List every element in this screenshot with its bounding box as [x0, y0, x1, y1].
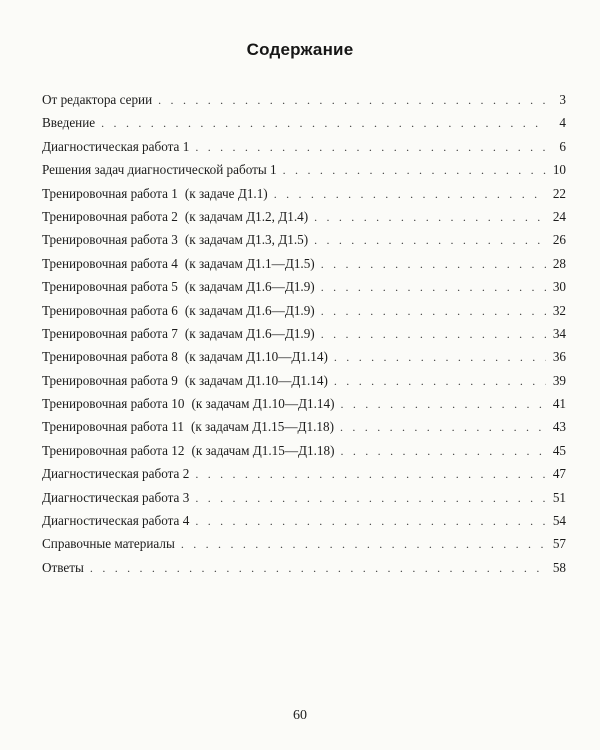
toc-entry-page: 54 — [552, 513, 566, 529]
toc-entry-page: 51 — [552, 489, 566, 505]
toc-entry[interactable] — [42, 158, 566, 181]
toc-entry-title: Тренировочная работа 12 — [42, 442, 185, 458]
toc-entry-title: Диагностическая работа 3 — [42, 489, 190, 505]
toc-entry-label — [42, 182, 268, 205]
toc-entry-ref: (к задаче Д1.1) — [184, 185, 268, 201]
dot-leader — [195, 487, 546, 510]
page-title: Содержание — [246, 40, 354, 59]
toc-entry-page: 6 — [559, 138, 566, 154]
toc-entry-page: 28 — [552, 255, 566, 271]
dot-leader — [274, 183, 546, 206]
dot-leader — [340, 393, 546, 416]
toc-entry-page: 45 — [552, 442, 566, 458]
dot-leader — [340, 416, 546, 439]
toc-entry-label — [42, 486, 189, 509]
toc-entry-title: Тренировочная работа 2 — [42, 208, 178, 224]
toc-entry-label — [42, 462, 189, 485]
toc-entry-label — [42, 322, 315, 345]
toc-entry-page: 4 — [559, 115, 566, 131]
toc-entry-label — [42, 369, 328, 392]
toc-entry[interactable] — [42, 205, 566, 228]
toc-entry-title: Справочные материалы — [42, 536, 175, 552]
toc-entry[interactable] — [42, 111, 566, 134]
toc-entry-title: Тренировочная работа 3 — [42, 232, 178, 248]
toc-entry-ref: (к задачам Д1.10—Д1.14) — [191, 396, 335, 412]
toc-entry-ref: (к задачам Д1.10—Д1.14) — [184, 349, 328, 365]
toc-entry-label — [42, 392, 334, 415]
toc-entry-label — [42, 556, 84, 579]
dot-leader — [334, 346, 546, 369]
toc-entry-page: 3 — [559, 92, 566, 107]
dot-leader — [195, 510, 546, 533]
toc-entry-title: Диагностическая работа 4 — [42, 513, 190, 529]
toc-entry-label — [42, 415, 334, 438]
toc-entry[interactable] — [42, 415, 566, 438]
dot-leader — [314, 206, 546, 229]
toc-entry-page: 57 — [552, 536, 566, 552]
toc-entry-page: 10 — [552, 162, 566, 178]
toc-entry[interactable] — [42, 345, 566, 368]
toc-entry[interactable] — [42, 88, 566, 111]
toc-entry-label — [42, 205, 308, 228]
toc-entry[interactable] — [42, 322, 566, 345]
toc-entry-page: 30 — [552, 279, 566, 295]
toc-entry[interactable] — [42, 439, 566, 462]
dot-leader — [321, 276, 546, 299]
toc-entry-title: Тренировочная работа 11 — [42, 419, 184, 435]
toc-entry-page: 24 — [552, 208, 566, 224]
toc-entry[interactable] — [42, 275, 566, 298]
page-number: 60 — [293, 708, 307, 723]
dot-leader — [181, 533, 546, 556]
toc-entry-page: 34 — [552, 325, 566, 341]
dot-leader — [334, 370, 546, 393]
toc-entry-page: 58 — [552, 559, 566, 575]
toc-entry-label — [42, 158, 277, 181]
toc-entry-title: Тренировочная работа 9 — [42, 372, 178, 388]
toc-entry[interactable] — [42, 532, 566, 555]
toc-entry-ref: (к задачам Д1.6—Д1.9) — [184, 302, 315, 318]
toc-entry[interactable] — [42, 509, 566, 532]
toc-entry-label — [42, 275, 315, 298]
dot-leader — [195, 136, 546, 159]
toc-entry-label — [42, 252, 315, 275]
dot-leader — [321, 323, 546, 346]
toc-entry-page: 32 — [552, 302, 566, 318]
toc-entry-page: 43 — [552, 419, 566, 435]
dot-leader — [158, 89, 546, 112]
toc-entry-ref: (к задачам Д1.10—Д1.14) — [184, 372, 328, 388]
toc-entry-ref: (к задачам Д1.1—Д1.5) — [184, 255, 315, 271]
toc-entry[interactable] — [42, 252, 566, 275]
toc-entry-label — [42, 135, 189, 158]
toc-entry-label — [42, 228, 308, 251]
toc-entry[interactable] — [42, 462, 566, 485]
toc-entry-title: Тренировочная работа 7 — [42, 325, 178, 341]
dot-leader — [340, 440, 546, 463]
dot-leader — [321, 300, 546, 323]
toc-entry-title: Тренировочная работа 6 — [42, 302, 178, 318]
toc-entry[interactable] — [42, 369, 566, 392]
toc-entry-ref: (к задачам Д1.15—Д1.18) — [190, 419, 334, 435]
toc-entry-label — [42, 509, 189, 532]
toc-entry[interactable] — [42, 228, 566, 251]
toc-entry-ref: (к задачам Д1.15—Д1.18) — [191, 442, 335, 458]
toc-entry[interactable] — [42, 182, 566, 205]
toc-entry-ref: (к задачам Д1.6—Д1.9) — [184, 279, 315, 295]
dot-leader — [195, 463, 546, 486]
toc-entry[interactable] — [42, 556, 566, 579]
toc-entry-title: Решения задач диагностической работы 1 — [42, 162, 277, 178]
dot-leader — [101, 112, 546, 135]
toc-entry-title: Тренировочная работа 1 — [42, 185, 178, 201]
toc-entry-label — [42, 345, 328, 368]
toc-entry[interactable] — [42, 299, 566, 322]
toc-entry[interactable] — [42, 135, 566, 158]
toc-entry-label — [42, 299, 315, 322]
toc-entry[interactable] — [42, 392, 566, 415]
toc-entry-label — [42, 111, 95, 134]
toc-entry-ref: (к задачам Д1.2, Д1.4) — [184, 208, 309, 224]
toc-entry-ref: (к задачам Д1.6—Д1.9) — [184, 325, 315, 341]
toc-entry-title: Тренировочная работа 4 — [42, 255, 178, 271]
toc-entry-label — [42, 88, 152, 111]
toc-entry-title: Тренировочная работа 5 — [42, 279, 178, 295]
toc-entry[interactable] — [42, 486, 566, 509]
toc-entry-page: 41 — [552, 396, 566, 412]
toc-entry-page: 36 — [552, 349, 566, 365]
toc-entry-page: 47 — [552, 466, 566, 482]
toc-entry-page: 22 — [552, 185, 566, 201]
table-of-contents — [42, 88, 566, 579]
toc-entry-label — [42, 439, 334, 462]
toc-entry-title: Введение — [42, 115, 96, 131]
toc-entry-title: Ответы — [42, 559, 84, 575]
toc-entry-page: 26 — [552, 232, 566, 248]
dot-leader — [321, 253, 546, 276]
toc-entry-title: Тренировочная работа 10 — [42, 396, 185, 412]
toc-entry-title: Диагностическая работа 2 — [42, 466, 190, 482]
dot-leader — [314, 229, 546, 252]
toc-entry-page: 39 — [552, 372, 566, 388]
toc-entry-label — [42, 532, 175, 555]
dot-leader — [90, 557, 546, 580]
dot-leader — [283, 159, 546, 182]
toc-entry-ref: (к задачам Д1.3, Д1.5) — [184, 232, 309, 248]
toc-entry-title: Диагностическая работа 1 — [42, 138, 190, 154]
toc-entry-title: От редактора серии — [42, 92, 153, 107]
toc-entry-title: Тренировочная работа 8 — [42, 349, 178, 365]
